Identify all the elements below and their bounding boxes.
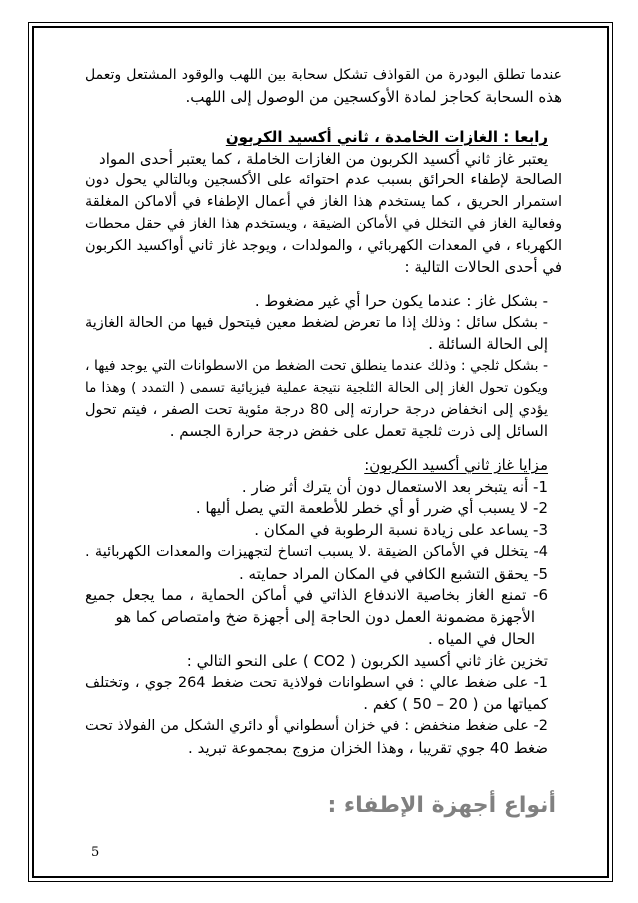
- advantage-item: 4- يتخلل في الأماكن الضيقة .لا يسبب اتساخ لتجهيزات والمعدات الكهربائية .: [85, 543, 548, 560]
- state-line: - بشكل ثلجي : وذلك عندما ينطلق تحت الضغط من الاسطوانات التي يوجد فيها ،: [85, 358, 548, 375]
- paragraph-line: وفعالية الغاز في التخلل في الأماكن الضيقة ، ويستخدم هذا الغاز في حقل محطات: [85, 215, 562, 232]
- storage-method-line: 1- على ضغط عالي : في اسطوانات فولاذية تحت ضغط 264 جوي ، وتختلف: [85, 674, 548, 691]
- advantage-item: 6- تمنع الغاز بخاصية الاندفاع الذاتي في أماكن الحماية ، مما يجعل جميع: [85, 586, 548, 605]
- storage-section: [85, 651, 562, 760]
- advantage-item: 3- يساعد على زيادة نسبة الرطوبة في المكان .: [254, 521, 548, 540]
- storage-method-line: ضغط 40 جوي تقريبا ، وهذا الخزان مزوج بمجموعة تبريد .: [188, 738, 548, 757]
- paragraph-line: الصالحة لإطفاء الحرائق بسبب عدم احتوائه على الأكسجين وبالتالي يحول دون: [85, 172, 562, 189]
- advantages-section: [85, 455, 562, 650]
- co2-states-list: [85, 291, 562, 443]
- storage-method-line: 2- على ضغط منخفض : في خزان أسطواني أو دائري الشكل من الفولاذ تحت: [85, 718, 548, 735]
- state-line: يؤدي إلى انخفاض درجة حرارته إلى 80 درجة مئوية تحت الصفر ، فيتم تحول: [85, 401, 549, 418]
- page-number: 5: [91, 845, 100, 860]
- advantage-item-continuation: الأجهزة مضمونة العمل دون الحاجة إلى أجهزة ضخ وامتصاص كما هو: [115, 607, 535, 626]
- section-co2: [85, 127, 562, 279]
- intro-line: عندما تطلق البودرة من القواذف تشكل سحابة بين اللهب والوقود المشتعل وتعمل: [85, 67, 562, 83]
- advantage-item-continuation: الحال في المياه .: [428, 629, 535, 648]
- state-line: - بشكل سائل : وذلك إذا ما تعرض لضغط معين فيتحول فيها من الحالة الغازية: [85, 314, 548, 331]
- paragraph-line: الكهرباء ، في المعدات الكهربائي ، والمولدات ، ويوجد غاز ثاني أواكسيد الكربون: [85, 237, 562, 254]
- state-line: السائل إلى ذرت ثلجية تعمل على خفض درجة حرارة الجسم .: [169, 422, 548, 441]
- advantage-item: 5- يحقق التشبع الكافي في المكان المراد حمايته .: [239, 564, 548, 583]
- advantage-item: 2- لا يسبب أي ضرر أو أي خطر للأطعمة التي يصل أليها .: [195, 499, 548, 518]
- paragraph-line: في أحدى الحالات التالية :: [404, 258, 562, 277]
- advantage-item: 1- أنه يتبخر بعد الاستعمال دون أن يترك أثر ضار .: [241, 477, 548, 496]
- extinguisher-types-section: [85, 791, 562, 821]
- storage-intro: تخزين غاز ثاني أكسيد الكربون ( CO2 ) على النحو التالي :: [186, 652, 548, 670]
- intro-line: هذه السحابة كحاجز لمادة الأوكسجين من الوصول إلى اللهب.: [185, 87, 562, 106]
- storage-method-line: كمياتها من ( 20 – 50 ) كغم .: [363, 695, 548, 714]
- extinguisher-types-heading: أنواع أجهزة الإطفاء :: [327, 793, 556, 818]
- section-heading: رابعا : الغازات الخامدة ، ثاني أكسيد الكربون: [225, 128, 548, 146]
- state-line: ويكون تحول الغاز إلى الحالة الثلجية نتيجة عملية فيزيائية تسمى ( التمدد ) وهذا ما: [85, 379, 548, 396]
- intro-paragraph: [85, 65, 562, 108]
- state-line: - بشكل غاز : عندما يكون حرا أي غير مضغوط .: [254, 292, 548, 310]
- advantages-heading: مزايا غاز ثاني أكسيد الكربون:: [364, 456, 548, 474]
- paragraph-line: استمرار الحريق ، كما يستخدم هذا الغاز في أعمال الإطفاء في ألاماكن المغلقة: [85, 194, 562, 211]
- state-line: إلى الحالة السائلة .: [428, 335, 548, 354]
- paragraph-line: يعتبر غاز ثاني أكسيد الكربون من الغازات الخاملة ، كما يعتبر أحدى المواد: [99, 149, 548, 168]
